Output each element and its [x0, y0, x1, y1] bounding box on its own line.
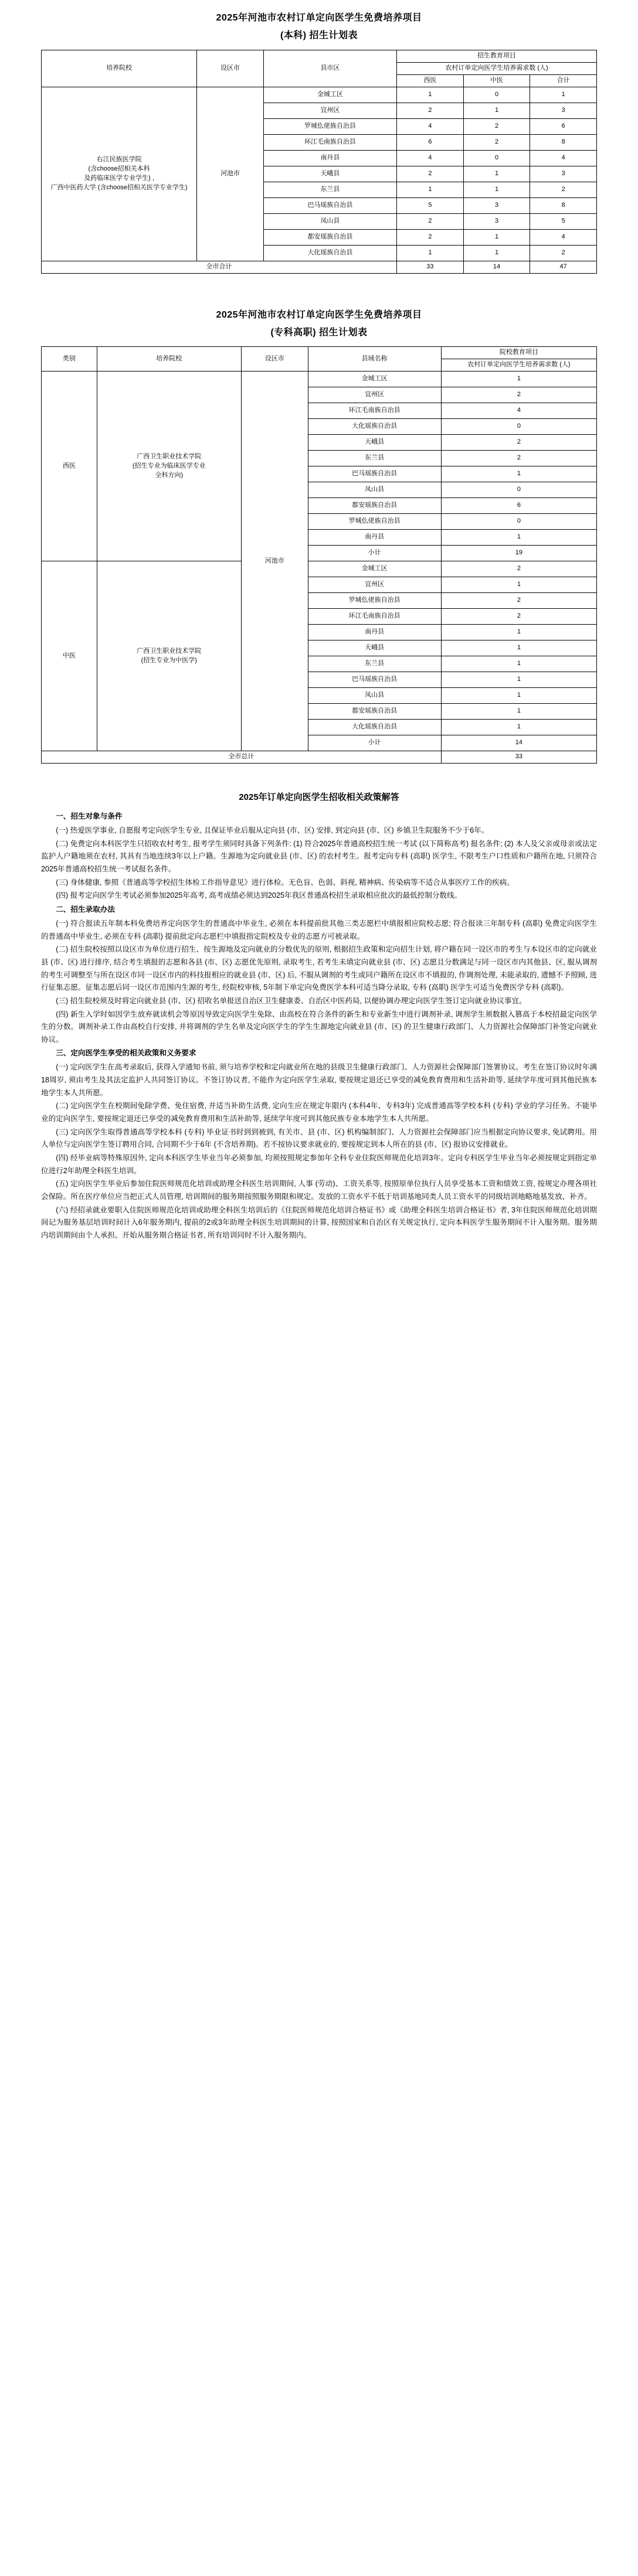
- school-line: 及药临床医学专业学生) ,: [84, 174, 154, 182]
- school-line: (招生专业为临床医学专业: [132, 462, 206, 469]
- policy-paragraph: (五) 定向医学生毕业后参加住院医师规范化培训或助理全科医生培训期间, 人事 (劳动)、工资关系等, 按照原单位执行人员享受基本工资和绩效工资, 按规定办理各项社会保险。所在医疗单位应当把正式人员管理, 培训期间的服务期按照服务期限和规定。发放的工资水平不低于培训基地同类人员工资水平的同级培训地略地基发放、补齐。: [41, 1180, 597, 1201]
- cell-county: 环江毛南族自治县: [308, 403, 441, 419]
- cell-value: 0: [441, 482, 596, 498]
- spacer: [0, 1243, 638, 1258]
- table2-body: [42, 372, 597, 764]
- table-total-row: [42, 751, 597, 764]
- table2-wrapper: [0, 346, 638, 764]
- cell-western: 1: [397, 182, 464, 197]
- table1-title-line1: 2025年河池市农村订单定向医学生免费培养项目: [216, 13, 422, 23]
- table-header-row: [42, 347, 597, 359]
- cell-total: 2: [530, 182, 597, 197]
- policy-section: [0, 787, 638, 1242]
- table2-title-line1: 2025年河池市农村订单定向医学生免费培养项目: [216, 309, 422, 320]
- cell-value: 1: [441, 530, 596, 546]
- cell-total-label: 全市合计: [42, 261, 397, 273]
- cell-county: 罗城仫佬族自治县: [308, 593, 441, 609]
- table-row: [42, 87, 597, 103]
- cell-value: 1: [441, 656, 596, 672]
- table1-title-block: [0, 0, 638, 50]
- document-page: [0, 0, 638, 1258]
- cell-chinese: 1: [463, 166, 530, 182]
- cell-total-western: 33: [397, 261, 464, 273]
- policy-group-1: [41, 810, 597, 902]
- cell-total-all: 47: [530, 261, 597, 273]
- cell-subtotal-value: 14: [441, 735, 596, 751]
- cell-city: 河池市: [241, 372, 308, 751]
- cell-total: 4: [530, 229, 597, 245]
- cell-western: 4: [397, 118, 464, 134]
- policy-paragraph: (二) 免费定向本科医学生只招收农村考生, 报考学生须同时具备下列条件: (1) 符合2025年普通高校招生统一考试 (以下简称高考) 报名条件; (2) 本人及父亲或母亲或法定监护人户籍地须在农村, 其具有当地连续3年以上户籍。生源地为定向就业县 (市、区) 的农村考生。报考定向专科 (高职) 医学生, 不限考生户口性质和户籍所在地, 只须符合2025年普通高校招生统一考试报名条件。: [41, 839, 597, 874]
- cell-county: 罗城仫佬族自治县: [263, 118, 396, 134]
- header-county: 县市区: [263, 50, 396, 87]
- cell-county: 金城工区: [263, 87, 396, 103]
- policy-paragraph: (二) 定向医学生在校期间免除学费、免住宿费, 并适当补助生活费, 定向生应在规定年限内 (本科4年、专科3年) 完成普通高等学校本科 (专科) 学业的学习任务。不能毕业的定向医学生, 要按规定退还已享受的减免教育费用和生活补助等, 延续学年度可到其他民族专业本地学生本人共所愿。: [41, 1102, 597, 1123]
- cell-value: 1: [441, 372, 596, 387]
- cell-western: 6: [397, 134, 464, 150]
- cell-total: 3: [530, 166, 597, 182]
- cell-county: 南丹县: [263, 150, 396, 166]
- school-line: 右江民族医学院: [96, 155, 142, 163]
- cell-county: 金城工区: [308, 372, 441, 387]
- school-line: (招生专业为中医学): [141, 656, 197, 664]
- table-header-row: [42, 50, 597, 62]
- cell-county: 大化瑶族自治县: [263, 245, 396, 261]
- cell-county: 都安瑶族自治县: [308, 498, 441, 514]
- cell-county: 天峨县: [308, 435, 441, 451]
- cell-value: 0: [441, 419, 596, 435]
- cell-value: 4: [441, 403, 596, 419]
- header-county: 县域名称: [308, 347, 441, 372]
- policy-paragraph: (一) 符合报读五年制本科免费培养定向医学生的普通高中毕业生, 必须在本科提前批其他三类志愿栏中填报相应院校志愿; 符合报读三年制专科 (高职) 免费定向医学生的普通高中毕业生, 必须在专科 (高职) 提前批定向志愿栏中填报指定院校及专业的志愿方可被录取。: [41, 919, 597, 941]
- cell-chinese: 1: [463, 245, 530, 261]
- cell-county: 金城工区: [308, 561, 441, 577]
- cell-county: 凤山县: [308, 482, 441, 498]
- cell-value: 2: [441, 561, 596, 577]
- policy-paragraph: (三) 定向医学生取得普通高等学校本科 (专科) 毕业证书时到到被到, 有关市、县 (市、区) 机构编制部门、人力资源社会保障部门应当根据定向协议要求, 免试聘用。用人单位与定向医学生签订聘用合同, 合同期不少于6年 (不含培养期)。若不按协议要求就业的, 要按规定到本人所在的县 (市、区) 报协议安排就业。: [41, 1127, 597, 1149]
- cell-school-name: [97, 372, 241, 561]
- header-group-sub: 农村订单定向医学生培养需求数 (人): [397, 62, 597, 74]
- cell-county: 环江毛南族自治县: [308, 609, 441, 625]
- cell-western: 1: [397, 87, 464, 103]
- header-western: 西医: [397, 74, 464, 87]
- cell-chinese: 1: [463, 182, 530, 197]
- cell-county: 宜州区: [308, 577, 441, 593]
- table1-wrapper: [0, 50, 638, 274]
- cell-total: 1: [530, 87, 597, 103]
- cell-county: 宜州区: [263, 103, 396, 118]
- cell-chinese: 0: [463, 150, 530, 166]
- policy-group-3: [41, 1047, 597, 1242]
- undergraduate-plan-table: [41, 50, 597, 274]
- cell-western: 1: [397, 245, 464, 261]
- cell-city: 河池市: [197, 87, 264, 261]
- header-chinese: 中医: [463, 74, 530, 87]
- cell-type-western: 西医: [42, 372, 97, 561]
- policy-heading: 一、招生对象与条件: [56, 812, 123, 821]
- policy-heading: 三、定向医学生享受的相关政策和义务要求: [56, 1049, 196, 1058]
- table2-title-line2: (专科高职) 招生计划表: [270, 327, 368, 338]
- cell-county: 巴马瑶族自治县: [308, 466, 441, 482]
- header-school: 培养院校: [42, 50, 197, 87]
- cell-chinese: 2: [463, 134, 530, 150]
- cell-value: 1: [441, 704, 596, 720]
- cell-chinese: 3: [463, 213, 530, 229]
- cell-value: 1: [441, 577, 596, 593]
- cell-value: 1: [441, 640, 596, 656]
- cell-chinese: 3: [463, 197, 530, 213]
- cell-western: 2: [397, 213, 464, 229]
- cell-county: 大化瑶族自治县: [308, 720, 441, 735]
- cell-value: 1: [441, 672, 596, 688]
- policy-paragraph: (四) 新生入学时如因学生放弃就读机会等原因导致定向医学生免除、由高校在符合条件的新生和专业新生中进行调剂补录, 调剂学生须数据入篡高于本校招最定向医学生的分数。调剂补录工作由高校自行安排, 并将调剂的学生名单及定向医学生的学生生源地定向就业县 (市、区) 的卫生健康行政部门、人力资源社会保障部门补签定向就业协议。: [41, 1010, 597, 1044]
- policy-paragraph: (六) 经招录就业要职入住院医师规范化培训或助理全科医生培训后的《住院医师规范化培训合格证书》或《助理全科医生培训合格证书》者, 3年住院医师规范化培训期间记为服务基层培训时间计入6年服务期内, 提前的2或3年助理全科医生培训期间的计算, 按照国家和自治区有关规定执行, 定向本科医学生服务期间不计入服务期。服务期内培训期间由个人承担。开始从服务期合格证书者, 所有培训同时不计入服务期内。: [41, 1205, 597, 1239]
- cell-county: 宜州区: [308, 387, 441, 403]
- cell-subtotal-value: 19: [441, 546, 596, 561]
- cell-total: 6: [530, 118, 597, 134]
- table-total-row: [42, 261, 597, 273]
- cell-western: 5: [397, 197, 464, 213]
- cell-county: 凤山县: [308, 688, 441, 704]
- cell-value: 1: [441, 466, 596, 482]
- table1-body: [42, 87, 597, 273]
- cell-total: 8: [530, 197, 597, 213]
- cell-chinese: 1: [463, 103, 530, 118]
- cell-value: 6: [441, 498, 596, 514]
- policy-group-2: [41, 903, 597, 1046]
- school-line: 广西中医药大学 (含choose招相关医学专业学生): [50, 183, 188, 191]
- policy-paragraph: (二) 招生院校按照以设区市为单位进行招生、按生源地及定向就业的分数优先的原则, 根据招生政策和定向招生计划, 将户籍在同一设区市的考生与本设区市的定向就业县 (市、区) 进行排序, 结合考生填报的志愿和各县 (市、区) 志愿优先原则, 录取考生, 若考生未填定向就业县 (市、区) 志愿且分数满足与同一设区市内其他县、区, 服从调剂的考生可调整至与所在设区市同一设区市内的科技报相应的就业县 (市、区) 后, 不服从调剂的考生或同户籍所在设区市不填报的, 作调剂处理, 未能录取的, 遗憾不予照顾, 进行征集志愿。征集志愿后同一设区市范围内生源的考生, 经院校审核, 5年制下单定向免费医学本科可适当降分录取, 专科 (高职) 医学生可适当免费医学专科 (高职)。: [41, 945, 597, 992]
- header-group-top: 院校教育项目: [441, 347, 596, 359]
- cell-western: 2: [397, 229, 464, 245]
- policy-paragraph: (四) 报考定向医学生考试必须参加2025年高考, 高考成绩必须达到2025年我区普通高校招生录取相应批次的最低控制分数线。: [56, 891, 462, 900]
- school-line: 广西卫生职业技术学院: [137, 452, 202, 460]
- cell-county: 天峨县: [263, 166, 396, 182]
- cell-value: 2: [441, 387, 596, 403]
- cell-value: 2: [441, 593, 596, 609]
- cell-total: 8: [530, 134, 597, 150]
- policy-title: 2025年订单定向医学生招收相关政策解答: [239, 792, 399, 803]
- spacer: [0, 274, 638, 297]
- cell-county: 巴马瑶族自治县: [263, 197, 396, 213]
- policy-paragraph: (一) 热爱医学事业, 自愿报考定向医学生专业, 且保证毕业后服从定向县 (市、区) 安排, 到定向县 (市、区) 乡镇卫生院服务不少于6年。: [56, 826, 489, 835]
- cell-school-name: [97, 561, 241, 751]
- header-school: 培养院校: [97, 347, 241, 372]
- header-city: 设区市: [241, 347, 308, 372]
- cell-school-name: [42, 87, 197, 261]
- cell-total: 5: [530, 213, 597, 229]
- cell-county: 东兰县: [308, 656, 441, 672]
- cell-value: 1: [441, 688, 596, 704]
- policy-paragraph: (三) 身体健康, 参照《普通高等学校招生体检工作指导意见》进行体检。无色盲、色弱、斜视, 精神病、传染病等不适合从事医疗工作的疾病。: [56, 878, 514, 887]
- cell-value: 1: [441, 625, 596, 640]
- school-line: 广西卫生职业技术学院: [137, 647, 202, 655]
- cell-county: 南丹县: [308, 530, 441, 546]
- cell-value: 2: [441, 451, 596, 466]
- cell-county: 罗城仫佬族自治县: [308, 514, 441, 530]
- table1-title-line2: (本科) 招生计划表: [280, 30, 358, 41]
- header-group-sub: 农村订单定向医学生培养需求数 (人): [441, 359, 596, 372]
- cell-total-chinese: 14: [463, 261, 530, 273]
- cell-value: 2: [441, 435, 596, 451]
- policy-heading: 二、招生录取办法: [56, 905, 115, 914]
- cell-western: 2: [397, 103, 464, 118]
- cell-type-chinese: 中医: [42, 561, 97, 751]
- policy-paragraph: (四) 经毕业病等特殊原因外, 定向本科医学生毕业当年必须参加, 均须按照规定参加年全科专业住院医师规范化培训3年。定向专科医学生毕业当年必须按规定到指定单位进行2年助理全科医生培训。: [41, 1153, 597, 1175]
- cell-subtotal-label: 小计: [308, 546, 441, 561]
- cell-subtotal-label: 小计: [308, 735, 441, 751]
- cell-chinese: 1: [463, 229, 530, 245]
- table-row: [42, 561, 597, 577]
- cell-total-label: 全市总计: [42, 751, 442, 764]
- cell-county: 巴马瑶族自治县: [308, 672, 441, 688]
- policy-paragraph: (一) 定向医学生在高考录取后, 获得入学通知书前, 须与培养学校和定向就业所在地的县级卫生健康行政部门、人力资源社会保障部门签署协议。考生在签订协议时年满18周岁, 须由考生及其法定监护人共同签订协议。不签订协议者, 不能作为定向医学生录取, 要按规定退还已享受的减免教育费用和生活补助等, 延续学年度可到其他民族本地学生本人共所愿。: [41, 1063, 597, 1097]
- cell-value: 2: [441, 609, 596, 625]
- cell-county: 东兰县: [308, 451, 441, 466]
- cell-county: 东兰县: [263, 182, 396, 197]
- header-total: 合计: [530, 74, 597, 87]
- cell-chinese: 2: [463, 118, 530, 134]
- spacer: [0, 764, 638, 787]
- cell-county: 凤山县: [263, 213, 396, 229]
- header-group-top: 招生教育项目: [397, 50, 597, 62]
- cell-county: 都安瑶族自治县: [308, 704, 441, 720]
- cell-total: 2: [530, 245, 597, 261]
- cell-county: 环江毛南族自治县: [263, 134, 396, 150]
- school-line: (含choose招相关本科: [88, 165, 150, 172]
- header-city: 设区市: [197, 50, 264, 87]
- cell-county: 南丹县: [308, 625, 441, 640]
- vocational-plan-table: [41, 346, 597, 764]
- cell-value: 1: [441, 720, 596, 735]
- cell-total: 4: [530, 150, 597, 166]
- cell-value: 0: [441, 514, 596, 530]
- table2-title-block: [0, 297, 638, 347]
- cell-total-value: 33: [441, 751, 596, 764]
- cell-total: 3: [530, 103, 597, 118]
- header-type: 类别: [42, 347, 97, 372]
- cell-county: 大化瑶族自治县: [308, 419, 441, 435]
- school-line: 全科方向): [155, 471, 184, 479]
- cell-county: 都安瑶族自治县: [263, 229, 396, 245]
- cell-western: 2: [397, 166, 464, 182]
- cell-county: 天峨县: [308, 640, 441, 656]
- cell-western: 4: [397, 150, 464, 166]
- cell-chinese: 0: [463, 87, 530, 103]
- policy-paragraph: (三) 招生院校须及时将定向就业县 (市、区) 招收名单报送自治区卫生健康委、自治区中医药局, 以便协调办理定向医学生签订定向就业协议事宜。: [56, 996, 527, 1005]
- table-row: [42, 372, 597, 387]
